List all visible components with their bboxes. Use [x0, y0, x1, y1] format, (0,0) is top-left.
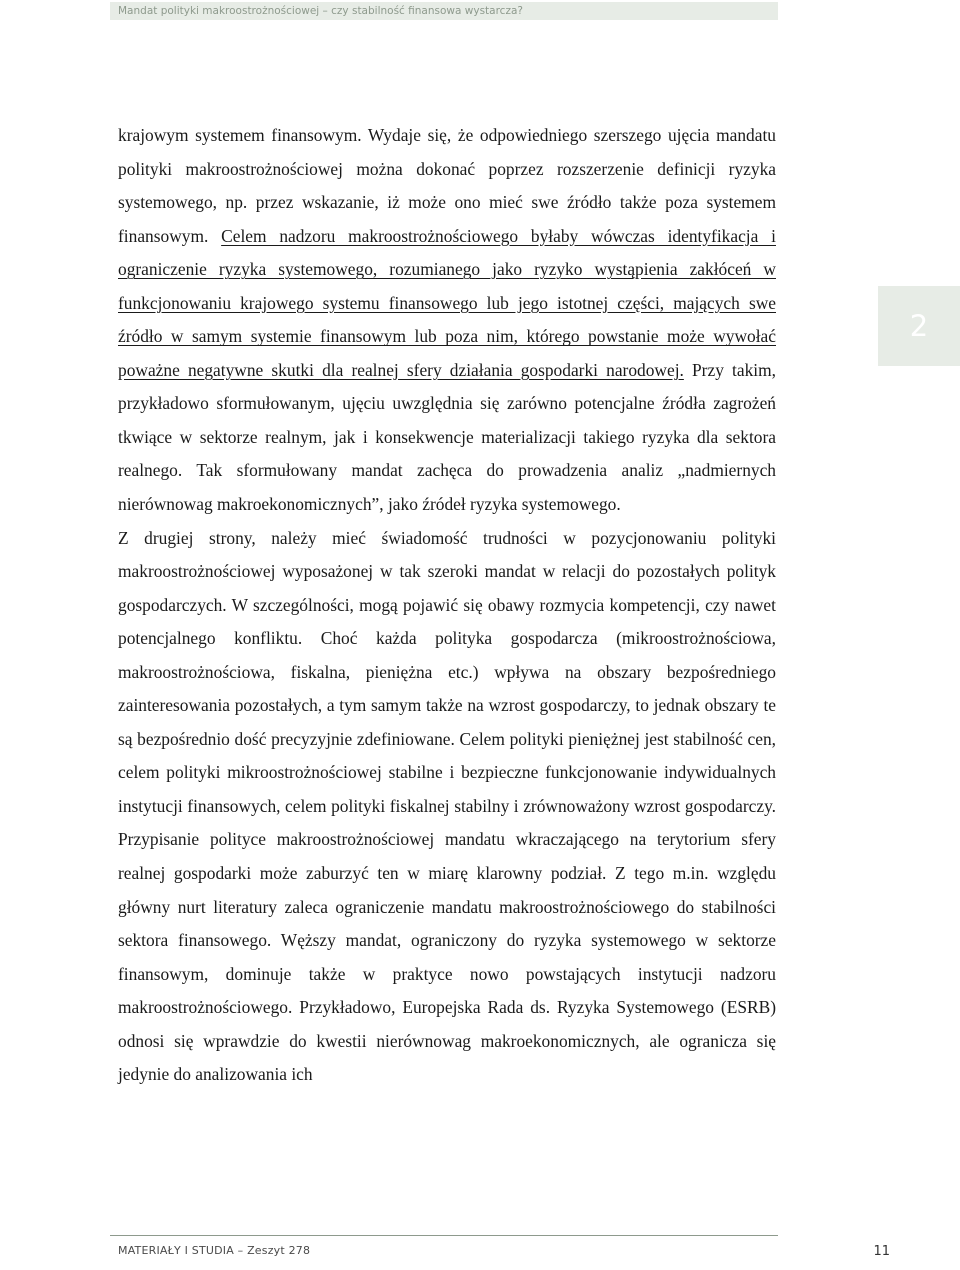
paragraph-text: krajowym systemem finansowym. Wydaje się, że odpowiedniego szerszego ujęcia mandatu polityki makroostrożnościowej można dokonać poprzez rozszerzenie definicji ryzyka systemowego, np. przez wskazanie, iż może ono mieć swe źródło także poza systemem finansowym.	[118, 125, 776, 246]
paragraph-text: Przy takim, przykładowo sformułowanym, ujęciu uwzględnia się zarówno potencjalne źródła zagrożeń tkwiące w sektorze realnym, jak i konsekwencje materializacji takiego ryzyka dla sektora realnego. Tak sformułowany mandat zachęca do prowadzenia analiz „nadmiernych nierównowag makroekonomicznych”, jako źródeł ryzyka systemowego.	[118, 359, 776, 515]
page-number: 11	[873, 1244, 890, 1259]
running-header: Mandat polityki makroostrożnościowej – czy stabilność finansowa wystarcza?	[110, 2, 778, 20]
body-text	[118, 119, 776, 1092]
footer-divider	[110, 1235, 778, 1236]
footer-publication: MATERIAŁY I STUDIA – Zeszyt 278	[118, 1244, 311, 1257]
chapter-number-tab: 2	[878, 286, 960, 366]
paragraph	[118, 119, 776, 522]
underlined-definition: Celem nadzoru makroostrożnościowego byłaby wówczas identyfikacja i ograniczenie ryzyka systemowego, rozumianego jako ryzyko wystąpienia zakłóceń w funkcjonowaniu krajowego systemu finansowego lub jego istotnej części, mających swe źródło w samym systemie finansowym lub poza nim, którego powstanie może wywołać poważne negatywne skutki dla realnej sfery działania gospodarki narodowej.	[118, 225, 776, 380]
paragraph-text: Z drugiej strony, należy mieć świadomość trudności w pozycjonowaniu polityki makroostrożnościowej wyposażonej w tak szeroki mandat w relacji do pozostałych polityk gospodarczych. W szczególności, mogą pojawić się obawy rozmycia kompetencji, czy nawet potencjalnego konfliktu. Choć każda polityka gospodarcza (mikroostrożnościowa, makroostrożnościowa, fiskalna, pieniężna etc.) wpływa na obszary bezpośredniego zainteresowania pozostałych, a tym samym także na wzrost gospodarczy, to jednak obszary te są bezpośrednio dość precyzyjnie zdefiniowane. Celem polityki pieniężnej jest stabilność cen, celem polityki mikroostrożnościowej stabilne i bezpieczne funkcjonowanie indywidualnych instytucji finansowych, celem polityki fiskalnej stabilny i zrównoważony wzrost gospodarczy. Przypisanie polityce makroostrożnościowej mandatu wkraczającego na terytorium sfery realnej gospodarki może zaburzyć ten w miarę klarowny podział. Z tego m.in. względu główny nurt literatury zaleca ograniczenie mandatu makroostrożnościowego do stabilności sektora finansowego. Węższy mandat, ograniczony do ryzyka systemowego w sektorze finansowym, dominuje także w praktyce nowo powstających instytucji nadzoru makroostrożnościowego. Przykładowo, Europejska Rada ds. Ryzyka Systemowego (ESRB) odnosi się wprawdzie do kwestii nierównowag makroekonomicznych, ale ogranicza się jedynie do analizowania ich	[118, 527, 776, 1085]
paragraph	[118, 522, 776, 1092]
